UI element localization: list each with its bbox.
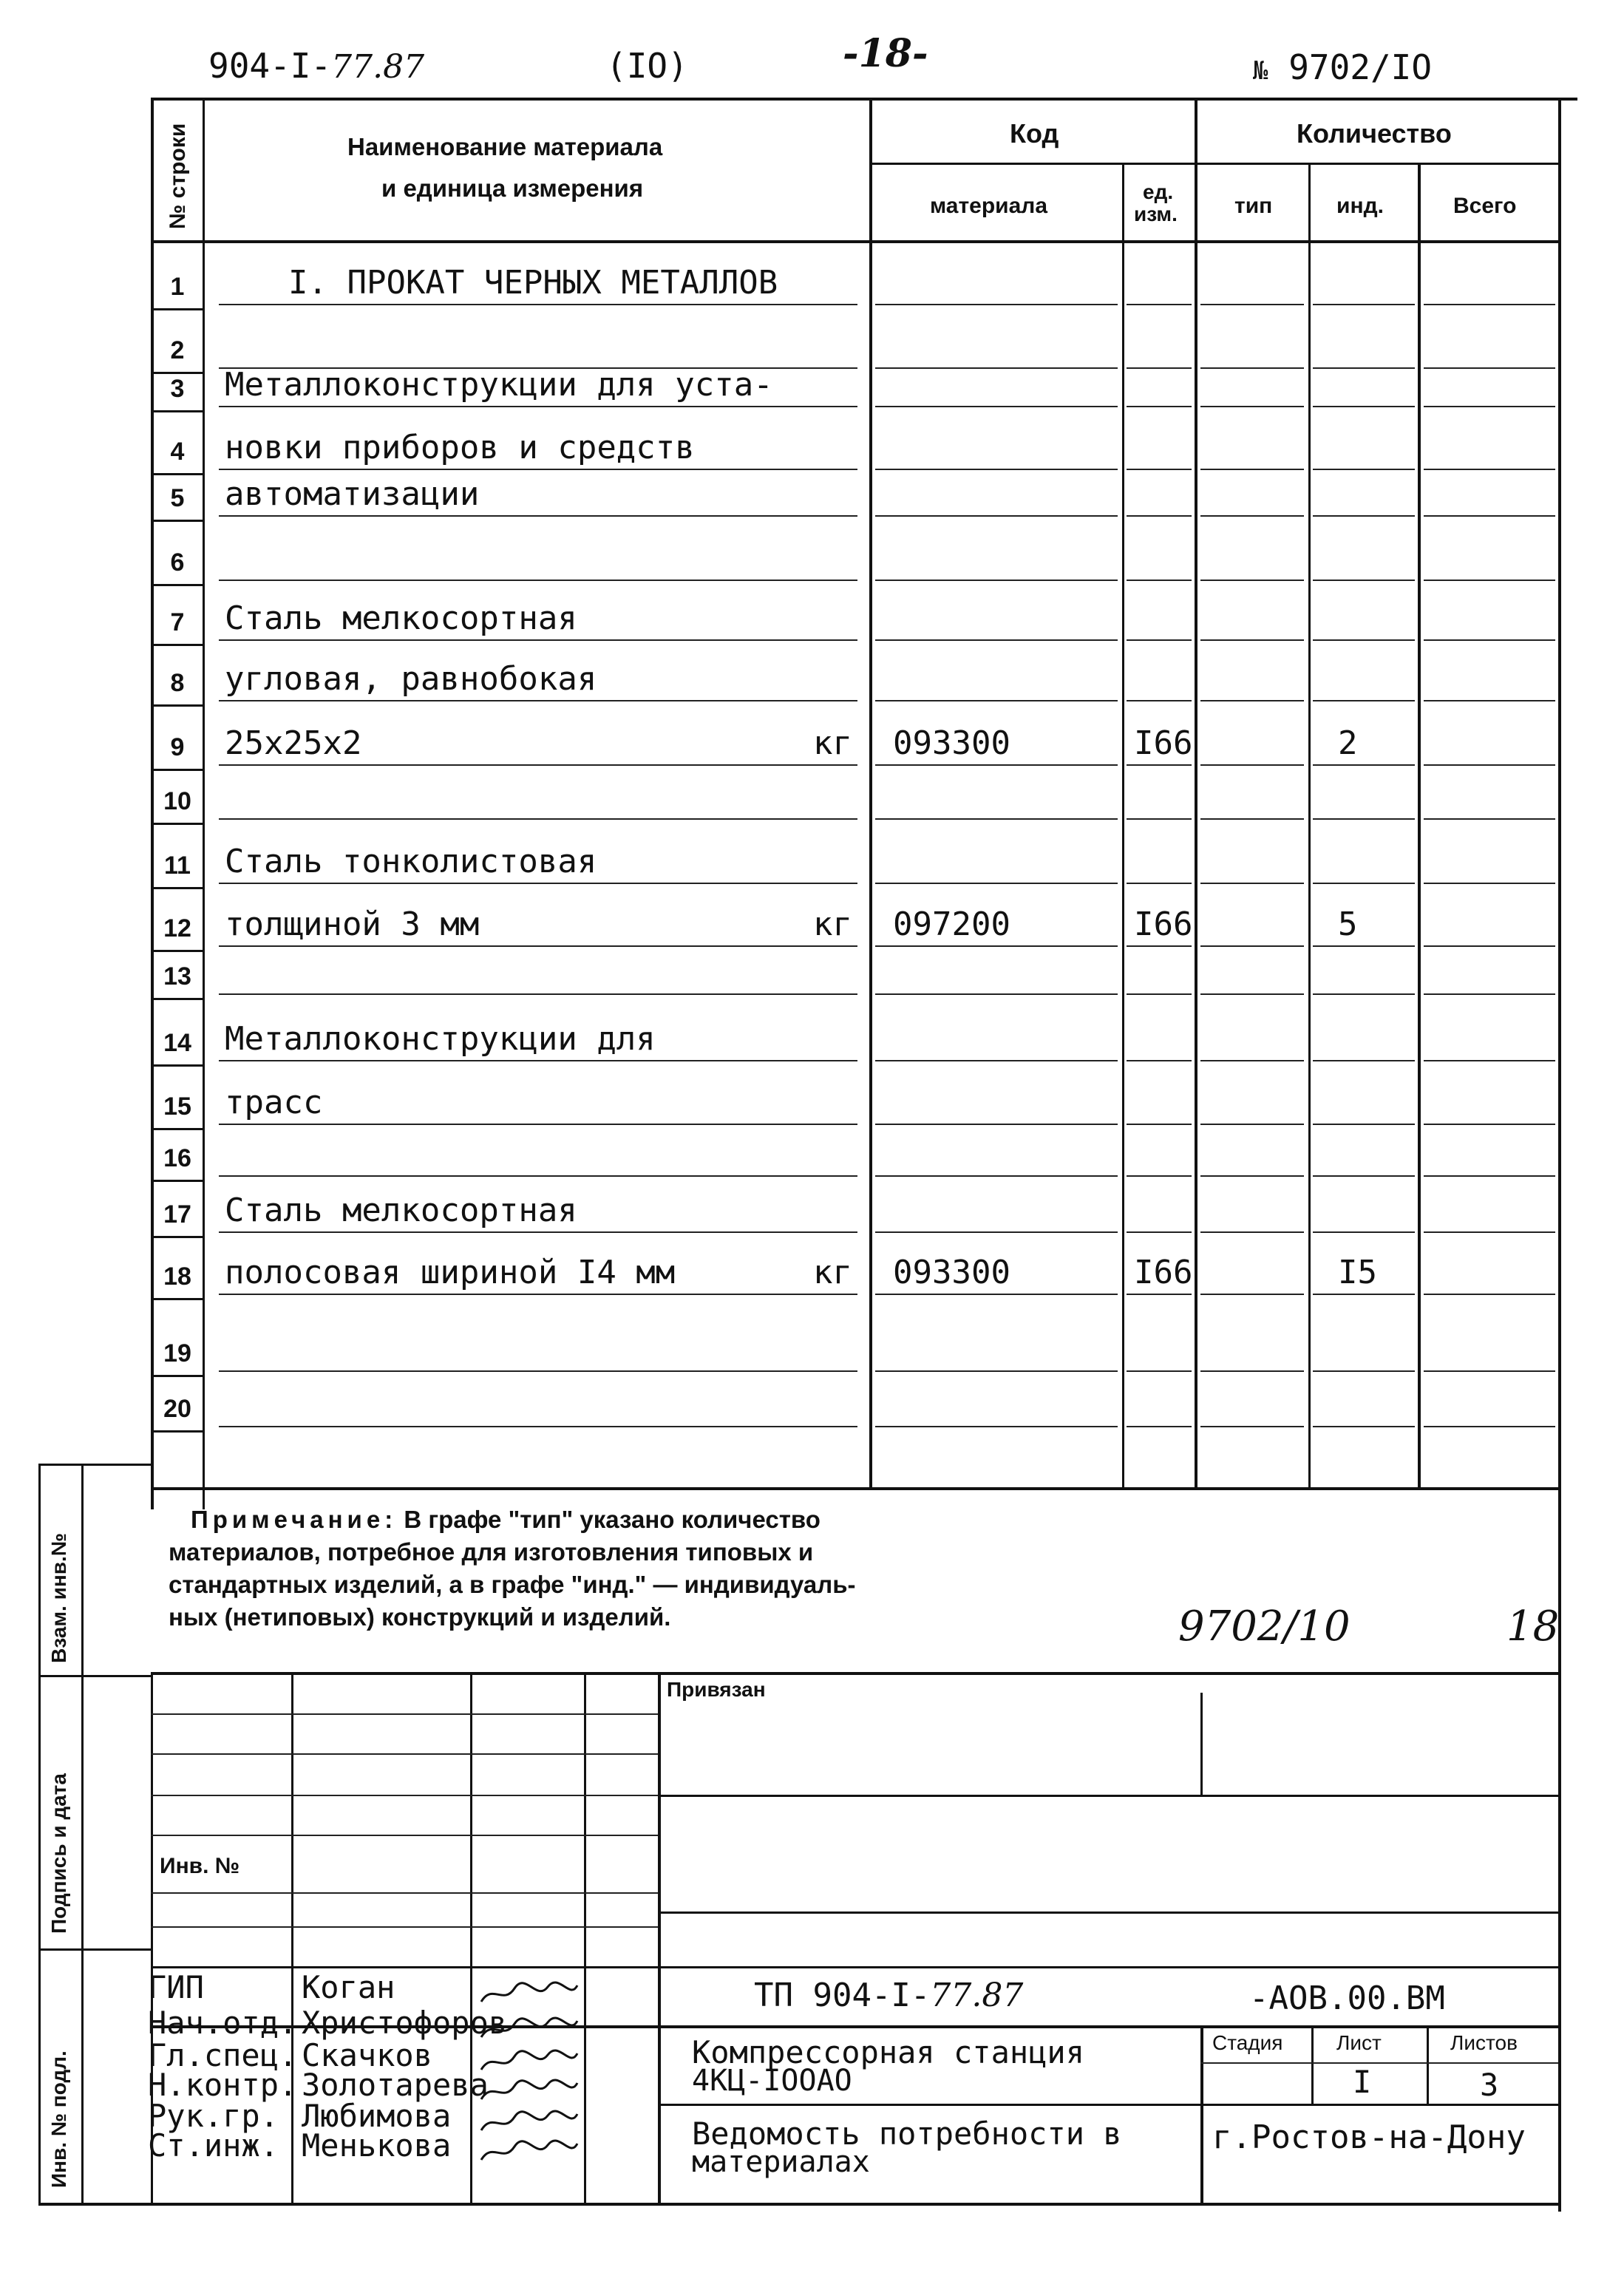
row-separator — [151, 769, 203, 771]
row-separator — [151, 1180, 203, 1182]
row-number: 4 — [170, 438, 185, 466]
stamp-col-1 — [291, 1672, 293, 2203]
stamp-line-k — [661, 2104, 1558, 2106]
cell-underline — [1127, 1231, 1192, 1233]
col-header-name-2: и единица измерения — [381, 174, 644, 202]
row-separator — [151, 1375, 203, 1377]
material-name: 25x25x2 — [225, 724, 362, 762]
note-line-4: ных (нетиповых) конструкций и изделий. — [169, 1603, 671, 1631]
side-label-vzam: Взам. инв.№ — [47, 1533, 70, 1663]
cell-underline — [1313, 1231, 1415, 1233]
col-divider-ind — [1418, 163, 1421, 1487]
cell-underline — [1200, 304, 1304, 305]
row-underline — [219, 1175, 857, 1177]
cell-underline — [1127, 406, 1192, 407]
cell-underline — [1313, 700, 1415, 701]
stamp-line-e — [151, 1892, 658, 1894]
row-number: 11 — [164, 852, 191, 880]
table-right-border — [1558, 98, 1561, 2212]
cell-underline — [1127, 304, 1192, 305]
col-header-unit-2: изм. — [1134, 203, 1178, 225]
cell-underline — [1424, 469, 1555, 470]
cell-underline — [1424, 700, 1555, 701]
stamp-line-g — [661, 1912, 1558, 1914]
doc-series-print: 904-I- — [208, 46, 332, 86]
cell-underline — [875, 818, 1118, 820]
row-underline — [219, 818, 857, 820]
stamp-person-name: Христофоров — [302, 2005, 508, 2041]
stamp-line-f — [151, 1926, 658, 1928]
row-number: 12 — [163, 914, 191, 942]
row-number: 18 — [163, 1263, 191, 1291]
material-name: автоматизации — [225, 475, 480, 513]
material-name: новки приборов и средств — [225, 429, 695, 466]
cell-underline — [1200, 1370, 1304, 1372]
cell-underline — [1424, 1294, 1555, 1295]
cell-underline — [1424, 304, 1555, 305]
material-code: 093300 — [893, 724, 1010, 762]
row-underline — [219, 883, 857, 884]
qty-ind: I5 — [1338, 1254, 1377, 1291]
row-separator — [151, 473, 203, 475]
cell-underline — [1424, 1175, 1555, 1177]
cell-underline — [1313, 580, 1415, 581]
col-divider-rownum — [203, 98, 205, 1509]
col-header-unit-1: ед. — [1143, 180, 1174, 203]
row-separator — [151, 644, 203, 646]
row-separator — [151, 584, 203, 586]
stamp-role: Гл.спец. — [148, 2037, 298, 2073]
cell-underline — [1200, 1060, 1304, 1061]
cell-underline — [1424, 1124, 1555, 1125]
stamp-privyazan: Привязан — [667, 1678, 766, 1701]
stamp-stage-div-2 — [1427, 2027, 1429, 2104]
row-underline — [219, 1124, 857, 1125]
cell-underline — [1424, 945, 1555, 947]
col-header-row-number: № строки — [166, 123, 190, 229]
col-divider-unitcode — [1122, 163, 1124, 1487]
cell-underline — [875, 764, 1118, 766]
cell-underline — [875, 1060, 1118, 1061]
cell-underline — [1424, 1426, 1555, 1427]
doc-number — [1253, 47, 1432, 87]
material-name: трасс — [225, 1084, 323, 1121]
stamp-inv-no: Инв. № — [160, 1854, 240, 1878]
row-number: 3 — [170, 375, 185, 403]
row-number: 14 — [163, 1029, 191, 1057]
album-number: (IO) — [606, 46, 688, 86]
cell-underline — [1313, 1294, 1415, 1295]
cell-underline — [875, 1124, 1118, 1125]
col-header-ind: инд. — [1336, 194, 1384, 218]
row-underline — [219, 993, 857, 995]
row-separator — [151, 704, 203, 707]
handwritten-ref-number: 9702/10 — [1178, 1603, 1350, 1651]
cell-underline — [1127, 1370, 1192, 1372]
stamp-stage-div-1 — [1311, 2027, 1314, 2104]
cell-underline — [1313, 515, 1415, 517]
stamp-stage-label: Стадия — [1212, 2031, 1283, 2054]
row-underline — [219, 764, 857, 766]
doc-series — [208, 46, 424, 86]
cell-underline — [1200, 639, 1304, 641]
cell-underline — [1127, 1175, 1192, 1177]
stamp-designation — [754, 1977, 1023, 2014]
row-underline — [219, 406, 857, 407]
row-underline — [219, 469, 857, 470]
col-header-material: материала — [930, 194, 1048, 218]
cell-underline — [1424, 406, 1555, 407]
row-separator — [151, 372, 203, 374]
cell-underline — [1313, 367, 1415, 369]
note-block — [169, 1503, 856, 1634]
stamp-role: Нач.отд. — [148, 2005, 298, 2041]
cell-underline — [1127, 700, 1192, 701]
material-name: Металлоконструкции для уста- — [225, 366, 773, 404]
stamp-city: г.Ростов-на-Дону — [1212, 2118, 1526, 2156]
row-separator — [151, 308, 203, 310]
row-separator — [151, 823, 203, 825]
col-divider-name — [869, 98, 872, 1487]
table-top-border — [151, 98, 1577, 101]
signature-scribble — [478, 2077, 581, 2110]
stamp-role: ГИП — [148, 1969, 204, 2005]
designation-hand: 77.87 — [930, 1977, 1024, 2014]
cell-underline — [1424, 1060, 1555, 1061]
material-code: 093300 — [893, 1254, 1010, 1291]
unit-of-measure: кг — [813, 905, 852, 943]
signature-scribble — [478, 2048, 581, 2081]
cell-underline — [1200, 1231, 1304, 1233]
cell-underline — [1200, 1175, 1304, 1177]
material-name: Сталь тонколистовая — [225, 843, 597, 880]
row-underline — [219, 639, 857, 641]
col-header-typ: тип — [1234, 194, 1273, 218]
stamp-line-d — [151, 1835, 658, 1836]
cell-underline — [1200, 367, 1304, 369]
row-number: 15 — [163, 1092, 191, 1121]
row-separator — [151, 998, 203, 1000]
col-header-total: Всего — [1453, 194, 1517, 218]
cell-underline — [1200, 1124, 1304, 1125]
col-header-code: Код — [1010, 118, 1059, 149]
cell-underline — [1313, 993, 1415, 995]
note-line-1 — [169, 1503, 856, 1536]
unit-code: I66 — [1134, 905, 1193, 943]
cell-underline — [1127, 764, 1192, 766]
stamp-line-b — [151, 1753, 658, 1755]
side-strip-right — [81, 1464, 84, 2203]
stamp-person-name: Коган — [302, 1969, 395, 2005]
stamp-line-c — [151, 1795, 658, 1796]
col-header-quantity: Количество — [1297, 118, 1452, 149]
unit-code: I66 — [1134, 1254, 1193, 1291]
col-divider-typ — [1308, 163, 1311, 1487]
stamp-sheet-label: Лист — [1336, 2031, 1382, 2054]
cell-underline — [1313, 1124, 1415, 1125]
cell-underline — [1424, 818, 1555, 820]
cell-underline — [1313, 764, 1415, 766]
stamp-top-line — [151, 1672, 1558, 1675]
stamp-doc-title-2: материалах — [692, 2145, 870, 2179]
cell-underline — [1127, 639, 1192, 641]
note-label: Примечание: — [191, 1506, 398, 1533]
stamp-designation-suffix: -АОВ.00.ВМ — [1249, 1980, 1445, 2017]
qty-ind: 5 — [1338, 905, 1358, 943]
side-label-inv: Инв. № подл. — [47, 2050, 70, 2188]
row-separator — [151, 1236, 203, 1238]
cell-underline — [1313, 1175, 1415, 1177]
row-underline — [219, 1294, 857, 1295]
side-label-podpis: Подпись и дата — [47, 1773, 70, 1934]
cell-underline — [875, 367, 1118, 369]
stamp-role: Рук.гр. — [148, 2098, 279, 2134]
cell-underline — [1424, 1370, 1555, 1372]
cell-underline — [1313, 818, 1415, 820]
row-number: 6 — [170, 548, 185, 577]
stamp-line-h — [151, 1966, 1558, 1968]
cell-underline — [875, 1231, 1118, 1233]
cell-underline — [875, 945, 1118, 947]
cell-underline — [1200, 700, 1304, 701]
row-number: 10 — [163, 787, 191, 815]
doc-series-hand: 77.87 — [331, 48, 425, 86]
cell-underline — [875, 1426, 1118, 1427]
cell-underline — [1313, 469, 1415, 470]
stamp-person-name: Любимова — [302, 2098, 452, 2134]
row-number: 1 — [170, 273, 185, 301]
signature-scribble — [478, 2138, 581, 2171]
col-header-name: Наименование материала — [347, 133, 663, 160]
row-underline — [219, 1060, 857, 1061]
cell-underline — [1127, 1426, 1192, 1427]
material-name: угловая, равнобокая — [225, 660, 597, 698]
cell-underline — [875, 993, 1118, 995]
cell-underline — [1127, 367, 1192, 369]
cell-underline — [1127, 469, 1192, 470]
row-underline — [219, 1231, 857, 1233]
header-bottom-line — [151, 240, 1558, 243]
material-code: 097200 — [893, 905, 1010, 943]
cell-underline — [1127, 515, 1192, 517]
cell-underline — [1313, 945, 1415, 947]
cell-underline — [1200, 515, 1304, 517]
row-underline — [219, 945, 857, 947]
number-value: 9702/IO — [1288, 47, 1433, 87]
col-divider-code — [1195, 98, 1197, 1487]
table-bottom-line — [151, 1487, 1558, 1490]
cell-underline — [1127, 1124, 1192, 1125]
stamp-role: Ст.инж. — [148, 2127, 279, 2164]
row-number: 19 — [163, 1339, 191, 1367]
stamp-col-3 — [584, 1672, 586, 2203]
cell-underline — [1424, 993, 1555, 995]
cell-underline — [1127, 883, 1192, 884]
cell-underline — [1200, 469, 1304, 470]
row-separator — [151, 1430, 203, 1433]
row-underline — [219, 1426, 857, 1427]
stamp-col-2 — [470, 1672, 472, 2203]
cell-underline — [1424, 367, 1555, 369]
cell-underline — [1424, 1231, 1555, 1233]
stamp-person-name: Скачков — [302, 2037, 433, 2073]
side-sep-4 — [38, 2203, 1561, 2206]
cell-underline — [1200, 818, 1304, 820]
row-separator — [151, 1128, 203, 1130]
note-line-3: стандартных изделий, а в графе "инд." — индивидуаль- — [169, 1571, 856, 1598]
cell-underline — [1200, 883, 1304, 884]
cell-underline — [1200, 406, 1304, 407]
material-name: Металлоконструкции для — [225, 1020, 656, 1058]
row-number: 9 — [170, 733, 185, 761]
cell-underline — [1127, 1294, 1192, 1295]
cell-underline — [875, 1294, 1118, 1295]
row-separator — [151, 1298, 203, 1300]
cell-underline — [1313, 1370, 1415, 1372]
row-number: 8 — [170, 669, 185, 697]
note-line-2: материалов, потребное для изготовления типовых и — [169, 1538, 814, 1566]
cell-underline — [1200, 764, 1304, 766]
cell-underline — [875, 1370, 1118, 1372]
stamp-line-privyazan — [661, 1795, 1558, 1797]
row-underline — [219, 515, 857, 517]
row-number: 7 — [170, 608, 185, 636]
stamp-col-privyazan — [1200, 1693, 1203, 1796]
row-number: 2 — [170, 336, 185, 364]
stamp-person-name: Золотарева — [302, 2067, 489, 2103]
cell-underline — [875, 515, 1118, 517]
cell-underline — [1424, 883, 1555, 884]
cell-underline — [1127, 580, 1192, 581]
side-sep-3 — [38, 1948, 151, 1951]
cell-underline — [875, 406, 1118, 407]
stamp-title-1: Компрессорная станция — [692, 2034, 1085, 2070]
material-name: Сталь мелкосортная — [225, 1192, 577, 1229]
cell-underline — [1424, 580, 1555, 581]
signature-scribble — [478, 2015, 581, 2048]
row-separator — [151, 410, 203, 412]
row-number: 5 — [170, 484, 185, 512]
row-number: 17 — [163, 1200, 191, 1229]
row-separator — [151, 1064, 203, 1067]
stamp-col-4 — [658, 1672, 661, 2203]
unit-of-measure: кг — [813, 724, 852, 762]
stamp-sheets-value: 3 — [1480, 2067, 1499, 2103]
cell-underline — [875, 883, 1118, 884]
section-heading: I. ПРОКАТ ЧЕРНЫХ МЕТАЛЛОВ — [288, 264, 778, 302]
cell-underline — [1313, 1426, 1415, 1427]
cell-underline — [875, 1175, 1118, 1177]
cell-underline — [1313, 304, 1415, 305]
stamp-doc-title-1: Ведомость потребности в — [692, 2116, 1122, 2152]
cell-underline — [875, 639, 1118, 641]
cell-underline — [1200, 945, 1304, 947]
cell-underline — [1200, 1294, 1304, 1295]
row-underline — [219, 1370, 857, 1372]
row-underline — [219, 304, 857, 305]
note-text-1: В графе "тип" указано количество — [404, 1506, 821, 1533]
row-underline — [219, 700, 857, 701]
cell-underline — [1313, 639, 1415, 641]
cell-underline — [1313, 406, 1415, 407]
stamp-col-5 — [1200, 2025, 1203, 2203]
subheader-line — [872, 163, 1558, 165]
cell-underline — [875, 580, 1118, 581]
side-strip-left — [38, 1464, 41, 2203]
cell-underline — [1200, 580, 1304, 581]
cell-underline — [1200, 1426, 1304, 1427]
row-number: 16 — [163, 1144, 191, 1172]
side-sep-2 — [38, 1675, 151, 1677]
stamp-title-2: 4КЦ-IOOAO — [692, 2064, 852, 2098]
cell-underline — [1127, 993, 1192, 995]
cell-underline — [1127, 945, 1192, 947]
side-sep-1 — [38, 1464, 151, 1466]
material-name: полосовая шириной I4 мм — [225, 1254, 676, 1291]
cell-underline — [1424, 764, 1555, 766]
stamp-line-a — [151, 1713, 658, 1715]
row-separator — [151, 950, 203, 952]
cell-underline — [1313, 1060, 1415, 1061]
row-number: 20 — [163, 1395, 191, 1423]
designation-prefix: ТП 904-I- — [754, 1977, 931, 2014]
handwritten-page-number: 18 — [1506, 1603, 1560, 1651]
material-name: Сталь мелкосортная — [225, 599, 577, 637]
stamp-line-j — [1200, 2062, 1558, 2064]
cell-underline — [1127, 818, 1192, 820]
stamp-role: Н.контр. — [148, 2067, 298, 2103]
unit-of-measure: кг — [813, 1254, 852, 1291]
cell-underline — [1200, 993, 1304, 995]
cell-underline — [1313, 883, 1415, 884]
qty-ind: 2 — [1338, 724, 1358, 762]
stamp-person-name: Менькова — [302, 2127, 452, 2164]
page-number: -18- — [843, 31, 928, 76]
cell-underline — [875, 700, 1118, 701]
cell-underline — [875, 304, 1118, 305]
row-separator — [151, 887, 203, 889]
row-number: 13 — [163, 962, 191, 990]
number-sign: № — [1253, 56, 1268, 86]
cell-underline — [1424, 515, 1555, 517]
cell-underline — [1424, 639, 1555, 641]
row-underline — [219, 580, 857, 581]
material-name: толщиной 3 мм — [225, 905, 480, 943]
unit-code: I66 — [1134, 724, 1193, 762]
cell-underline — [875, 469, 1118, 470]
stamp-sheet-value: I — [1353, 2064, 1372, 2100]
row-separator — [151, 520, 203, 522]
cell-underline — [1127, 1060, 1192, 1061]
stamp-sheets-label: Листов — [1450, 2031, 1518, 2054]
signature-scribble — [478, 2108, 581, 2141]
